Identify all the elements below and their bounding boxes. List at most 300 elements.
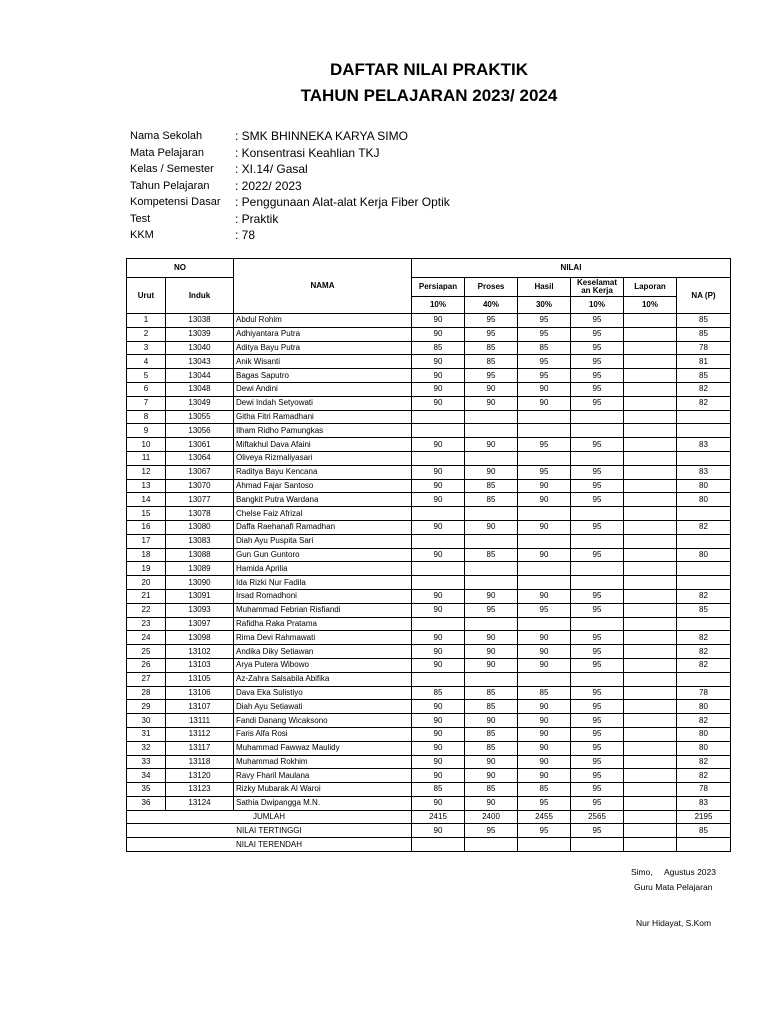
cell-hasil: 90 xyxy=(518,548,571,562)
cell-nama: Gun Gun Guntoro xyxy=(234,548,412,562)
info-row xyxy=(130,178,450,195)
cell-persiapan: 90 xyxy=(412,741,465,755)
header-keselamatan xyxy=(571,278,624,297)
cell-urut: 36 xyxy=(127,796,166,810)
cell-persiapan: 90 xyxy=(412,369,465,383)
table-row xyxy=(127,369,731,383)
cell-urut: 10 xyxy=(127,438,166,452)
summary-persiapan xyxy=(412,838,465,852)
cell-persiapan: 90 xyxy=(412,355,465,369)
cell-persiapan: 90 xyxy=(412,438,465,452)
cell-na: 80 xyxy=(677,493,731,507)
cell-na: 82 xyxy=(677,714,731,728)
header-urut: Urut xyxy=(127,278,166,314)
cell-hasil: 90 xyxy=(518,479,571,493)
cell-laporan xyxy=(624,755,677,769)
summary-label: NILAI TERENDAH xyxy=(127,838,412,852)
info-block xyxy=(130,128,450,244)
cell-na xyxy=(677,507,731,521)
cell-nama: Anik Wisanti xyxy=(234,355,412,369)
grades-table xyxy=(126,258,731,852)
cell-induk: 13078 xyxy=(166,507,234,521)
cell-persiapan xyxy=(412,576,465,590)
cell-na: 82 xyxy=(677,520,731,534)
cell-hasil xyxy=(518,424,571,438)
cell-na: 83 xyxy=(677,796,731,810)
cell-urut: 21 xyxy=(127,589,166,603)
cell-induk: 13067 xyxy=(166,465,234,479)
cell-proses: 85 xyxy=(465,727,518,741)
cell-laporan xyxy=(624,576,677,590)
cell-keselamatan: 95 xyxy=(571,465,624,479)
summary-na: 2195 xyxy=(677,810,731,824)
cell-laporan xyxy=(624,410,677,424)
table-row xyxy=(127,631,731,645)
cell-persiapan xyxy=(412,424,465,438)
cell-na xyxy=(677,672,731,686)
cell-persiapan: 90 xyxy=(412,314,465,328)
cell-keselamatan: 95 xyxy=(571,355,624,369)
cell-na: 85 xyxy=(677,327,731,341)
cell-hasil: 95 xyxy=(518,327,571,341)
cell-na: 85 xyxy=(677,369,731,383)
cell-nama: Daffa Raehanafi Ramadhan xyxy=(234,520,412,534)
cell-urut: 19 xyxy=(127,562,166,576)
summary-row xyxy=(127,824,731,838)
cell-nama: Ida Rizki Nur Fadila xyxy=(234,576,412,590)
cell-laporan xyxy=(624,438,677,452)
cell-nama: Fandi Danang Wicaksono xyxy=(234,714,412,728)
cell-laporan xyxy=(624,507,677,521)
cell-induk: 13105 xyxy=(166,672,234,686)
cell-induk: 13090 xyxy=(166,576,234,590)
cell-nama: Faris Alfa Rosi xyxy=(234,727,412,741)
cell-proses: 90 xyxy=(465,465,518,479)
cell-laporan xyxy=(624,451,677,465)
header-persiapan: Persiapan xyxy=(412,278,465,297)
cell-keselamatan: 95 xyxy=(571,520,624,534)
cell-hasil: 95 xyxy=(518,603,571,617)
cell-na: 83 xyxy=(677,438,731,452)
table-row xyxy=(127,355,731,369)
cell-keselamatan: 95 xyxy=(571,783,624,797)
info-value: : SMK BHINNEKA KARYA SIMO xyxy=(235,129,408,144)
cell-hasil: 95 xyxy=(518,314,571,328)
cell-urut: 18 xyxy=(127,548,166,562)
cell-induk: 13080 xyxy=(166,520,234,534)
cell-induk: 13089 xyxy=(166,562,234,576)
cell-na xyxy=(677,617,731,631)
cell-induk: 13039 xyxy=(166,327,234,341)
cell-proses: 90 xyxy=(465,714,518,728)
cell-na: 82 xyxy=(677,631,731,645)
table-row xyxy=(127,755,731,769)
table-row xyxy=(127,410,731,424)
cell-laporan xyxy=(624,562,677,576)
cell-na: 82 xyxy=(677,589,731,603)
cell-keselamatan: 95 xyxy=(571,769,624,783)
cell-persiapan: 85 xyxy=(412,686,465,700)
cell-keselamatan: 95 xyxy=(571,548,624,562)
summary-persiapan: 90 xyxy=(412,824,465,838)
cell-induk: 13107 xyxy=(166,700,234,714)
cell-nama: Sathia Dwipangga M.N. xyxy=(234,796,412,810)
cell-hasil xyxy=(518,451,571,465)
cell-nama: Bangkit Putra Wardana xyxy=(234,493,412,507)
info-row xyxy=(130,227,450,244)
table-row xyxy=(127,589,731,603)
cell-hasil xyxy=(518,576,571,590)
cell-proses: 90 xyxy=(465,382,518,396)
cell-keselamatan xyxy=(571,410,624,424)
summary-na: 85 xyxy=(677,824,731,838)
cell-hasil: 95 xyxy=(518,438,571,452)
table-row xyxy=(127,520,731,534)
cell-na xyxy=(677,534,731,548)
cell-keselamatan: 95 xyxy=(571,382,624,396)
cell-proses xyxy=(465,617,518,631)
cell-nama: Miftakhul Dava Afaini xyxy=(234,438,412,452)
cell-hasil: 90 xyxy=(518,769,571,783)
cell-induk: 13061 xyxy=(166,438,234,452)
cell-urut: 24 xyxy=(127,631,166,645)
cell-keselamatan: 95 xyxy=(571,341,624,355)
table-row xyxy=(127,534,731,548)
cell-laporan xyxy=(624,479,677,493)
cell-persiapan xyxy=(412,562,465,576)
cell-nama: Rizky Mubarak Al Waroi xyxy=(234,783,412,797)
cell-nama: Hamida Aprilia xyxy=(234,562,412,576)
cell-hasil: 85 xyxy=(518,686,571,700)
cell-persiapan: 90 xyxy=(412,700,465,714)
header-proses: Proses xyxy=(465,278,518,297)
table-row xyxy=(127,382,731,396)
cell-induk: 13106 xyxy=(166,686,234,700)
cell-persiapan: 90 xyxy=(412,727,465,741)
info-row xyxy=(130,128,450,145)
cell-urut: 13 xyxy=(127,479,166,493)
cell-proses xyxy=(465,507,518,521)
cell-na xyxy=(677,410,731,424)
cell-proses: 95 xyxy=(465,314,518,328)
cell-urut: 35 xyxy=(127,783,166,797)
cell-persiapan xyxy=(412,534,465,548)
cell-laporan xyxy=(624,382,677,396)
cell-hasil xyxy=(518,672,571,686)
table-row xyxy=(127,479,731,493)
cell-urut: 7 xyxy=(127,396,166,410)
cell-na: 82 xyxy=(677,382,731,396)
cell-urut: 17 xyxy=(127,534,166,548)
weight-keselamatan: 10% xyxy=(571,297,624,314)
cell-laporan xyxy=(624,327,677,341)
cell-urut: 30 xyxy=(127,714,166,728)
signature-date: Agustus 2023 xyxy=(664,867,716,877)
cell-nama: Ahmad Fajar Santoso xyxy=(234,479,412,493)
cell-induk: 13064 xyxy=(166,451,234,465)
cell-proses: 95 xyxy=(465,369,518,383)
cell-na: 78 xyxy=(677,783,731,797)
info-row xyxy=(130,161,450,178)
header-nilai: NILAI xyxy=(412,259,731,278)
cell-induk: 13103 xyxy=(166,658,234,672)
cell-na: 80 xyxy=(677,700,731,714)
summary-label: NILAI TERTINGGI xyxy=(127,824,412,838)
summary-hasil xyxy=(518,838,571,852)
cell-induk: 13093 xyxy=(166,603,234,617)
table-row xyxy=(127,438,731,452)
cell-nama: Ravy Fharil Maulana xyxy=(234,769,412,783)
summary-proses xyxy=(465,838,518,852)
cell-na: 82 xyxy=(677,645,731,659)
cell-urut: 16 xyxy=(127,520,166,534)
cell-induk: 13117 xyxy=(166,741,234,755)
cell-induk: 13102 xyxy=(166,645,234,659)
cell-proses: 85 xyxy=(465,741,518,755)
cell-persiapan: 90 xyxy=(412,479,465,493)
signature-name: Nur Hidayat, S.Kom xyxy=(636,918,712,928)
cell-hasil: 90 xyxy=(518,520,571,534)
cell-urut: 1 xyxy=(127,314,166,328)
cell-proses xyxy=(465,451,518,465)
cell-na: 80 xyxy=(677,548,731,562)
info-value: : Penggunaan Alat-alat Kerja Fiber Optik xyxy=(235,195,450,210)
cell-laporan xyxy=(624,672,677,686)
cell-urut: 20 xyxy=(127,576,166,590)
cell-laporan xyxy=(624,314,677,328)
info-label: Mata Pelajaran xyxy=(130,146,204,159)
cell-urut: 32 xyxy=(127,741,166,755)
cell-keselamatan: 95 xyxy=(571,438,624,452)
cell-nama: Chelse Faiz Afrizal xyxy=(234,507,412,521)
cell-urut: 23 xyxy=(127,617,166,631)
cell-na: 81 xyxy=(677,355,731,369)
cell-laporan xyxy=(624,534,677,548)
cell-nama: Rima Devi Rahmawati xyxy=(234,631,412,645)
cell-keselamatan: 95 xyxy=(571,755,624,769)
cell-nama: Rafidha Raka Pratama xyxy=(234,617,412,631)
cell-hasil: 90 xyxy=(518,645,571,659)
cell-urut: 3 xyxy=(127,341,166,355)
cell-nama: Az-Zahra Salsabila Abifika xyxy=(234,672,412,686)
summary-row xyxy=(127,810,731,824)
table-row xyxy=(127,783,731,797)
cell-urut: 27 xyxy=(127,672,166,686)
cell-nama: Diah Ayu Setiawati xyxy=(234,700,412,714)
cell-persiapan: 90 xyxy=(412,645,465,659)
cell-hasil: 95 xyxy=(518,355,571,369)
summary-na xyxy=(677,838,731,852)
cell-hasil: 90 xyxy=(518,493,571,507)
cell-urut: 26 xyxy=(127,658,166,672)
cell-proses: 85 xyxy=(465,479,518,493)
weight-proses: 40% xyxy=(465,297,518,314)
cell-laporan xyxy=(624,369,677,383)
cell-na: 82 xyxy=(677,396,731,410)
table-body xyxy=(127,314,731,852)
cell-laporan xyxy=(624,589,677,603)
table-row xyxy=(127,686,731,700)
cell-laporan xyxy=(624,631,677,645)
cell-laporan xyxy=(624,341,677,355)
cell-induk: 13048 xyxy=(166,382,234,396)
weight-persiapan: 10% xyxy=(412,297,465,314)
cell-nama: Githa Fitri Ramadhani xyxy=(234,410,412,424)
cell-proses: 90 xyxy=(465,396,518,410)
cell-na xyxy=(677,424,731,438)
cell-induk: 13044 xyxy=(166,369,234,383)
cell-laporan xyxy=(624,714,677,728)
cell-persiapan: 85 xyxy=(412,341,465,355)
cell-urut: 25 xyxy=(127,645,166,659)
header-keselamatan-line2: an Kerja xyxy=(581,286,613,295)
cell-laporan xyxy=(624,603,677,617)
cell-keselamatan xyxy=(571,617,624,631)
cell-laporan xyxy=(624,465,677,479)
cell-proses xyxy=(465,410,518,424)
cell-na: 85 xyxy=(677,603,731,617)
document-title: DAFTAR NILAI PRAKTIK xyxy=(330,60,528,79)
cell-induk: 13118 xyxy=(166,755,234,769)
cell-induk: 13070 xyxy=(166,479,234,493)
summary-keselamatan: 2565 xyxy=(571,810,624,824)
table-row xyxy=(127,714,731,728)
cell-nama: Oliveya Rizmaliyasari xyxy=(234,451,412,465)
cell-na: 78 xyxy=(677,341,731,355)
cell-keselamatan: 95 xyxy=(571,796,624,810)
cell-persiapan: 90 xyxy=(412,631,465,645)
cell-persiapan: 90 xyxy=(412,658,465,672)
header-nama: NAMA xyxy=(234,259,412,314)
table-row xyxy=(127,603,731,617)
cell-na: 83 xyxy=(677,465,731,479)
cell-keselamatan xyxy=(571,534,624,548)
cell-proses: 85 xyxy=(465,493,518,507)
info-value: : 78 xyxy=(235,228,256,243)
table-row xyxy=(127,493,731,507)
cell-persiapan: 90 xyxy=(412,396,465,410)
cell-nama: Raditya Bayu Kencana xyxy=(234,465,412,479)
cell-persiapan: 90 xyxy=(412,520,465,534)
cell-hasil: 90 xyxy=(518,396,571,410)
summary-hasil: 2455 xyxy=(518,810,571,824)
cell-persiapan xyxy=(412,507,465,521)
header-keselamatan-line1: Keselamat xyxy=(576,278,618,287)
cell-nama: Adhiyantara Putra xyxy=(234,327,412,341)
info-label: Nama Sekolah xyxy=(130,130,203,143)
table-row xyxy=(127,396,731,410)
cell-proses: 90 xyxy=(465,589,518,603)
cell-proses: 85 xyxy=(465,783,518,797)
cell-hasil xyxy=(518,534,571,548)
header-induk: Induk xyxy=(166,278,234,314)
cell-urut: 15 xyxy=(127,507,166,521)
cell-laporan xyxy=(624,424,677,438)
info-label: Tahun Pelajaran xyxy=(130,179,210,192)
cell-nama: Muhammad Fawwaz Maulidy xyxy=(234,741,412,755)
cell-induk: 13111 xyxy=(166,714,234,728)
cell-urut: 34 xyxy=(127,769,166,783)
cell-persiapan xyxy=(412,672,465,686)
info-value: : XI.14/ Gasal xyxy=(235,162,308,177)
cell-induk: 13056 xyxy=(166,424,234,438)
cell-urut: 12 xyxy=(127,465,166,479)
header-laporan: Laporan xyxy=(624,278,677,297)
table-row xyxy=(127,769,731,783)
cell-persiapan: 90 xyxy=(412,548,465,562)
cell-persiapan: 90 xyxy=(412,796,465,810)
cell-urut: 11 xyxy=(127,451,166,465)
cell-laporan xyxy=(624,700,677,714)
cell-hasil xyxy=(518,617,571,631)
cell-proses: 90 xyxy=(465,520,518,534)
cell-proses xyxy=(465,424,518,438)
cell-proses xyxy=(465,672,518,686)
cell-keselamatan: 95 xyxy=(571,369,624,383)
cell-laporan xyxy=(624,783,677,797)
summary-laporan xyxy=(624,810,677,824)
table-row xyxy=(127,327,731,341)
cell-na: 80 xyxy=(677,727,731,741)
signature-role: Guru Mata Pelajaran xyxy=(634,882,713,892)
summary-label: JUMLAH xyxy=(127,810,412,824)
info-row xyxy=(130,211,450,228)
cell-urut: 8 xyxy=(127,410,166,424)
cell-laporan xyxy=(624,520,677,534)
cell-hasil: 90 xyxy=(518,631,571,645)
table-row xyxy=(127,727,731,741)
cell-laporan xyxy=(624,796,677,810)
cell-proses: 85 xyxy=(465,341,518,355)
cell-urut: 28 xyxy=(127,686,166,700)
cell-nama: Irsad Romadhoni xyxy=(234,589,412,603)
info-value: : Konsentrasi Keahlian TKJ xyxy=(235,145,380,160)
cell-na: 85 xyxy=(677,314,731,328)
cell-induk: 13055 xyxy=(166,410,234,424)
cell-induk: 13098 xyxy=(166,631,234,645)
cell-laporan xyxy=(624,355,677,369)
cell-persiapan: 85 xyxy=(412,783,465,797)
cell-na: 80 xyxy=(677,479,731,493)
cell-induk: 13077 xyxy=(166,493,234,507)
cell-nama: Arya Putera Wibowo xyxy=(234,658,412,672)
cell-proses: 90 xyxy=(465,438,518,452)
cell-hasil xyxy=(518,507,571,521)
cell-laporan xyxy=(624,617,677,631)
cell-induk: 13040 xyxy=(166,341,234,355)
cell-laporan xyxy=(624,396,677,410)
cell-persiapan: 90 xyxy=(412,755,465,769)
cell-laporan xyxy=(624,741,677,755)
summary-hasil: 95 xyxy=(518,824,571,838)
cell-nama: Muhammad Rokhim xyxy=(234,755,412,769)
cell-induk: 13097 xyxy=(166,617,234,631)
cell-urut: 4 xyxy=(127,355,166,369)
cell-persiapan xyxy=(412,410,465,424)
cell-laporan xyxy=(624,727,677,741)
cell-induk: 13083 xyxy=(166,534,234,548)
cell-nama: Bagas Saputro xyxy=(234,369,412,383)
cell-hasil: 85 xyxy=(518,341,571,355)
cell-urut: 6 xyxy=(127,382,166,396)
cell-persiapan: 90 xyxy=(412,382,465,396)
cell-proses: 85 xyxy=(465,548,518,562)
cell-proses: 90 xyxy=(465,755,518,769)
cell-nama: Dewi Indah Setyowati xyxy=(234,396,412,410)
cell-hasil xyxy=(518,410,571,424)
cell-hasil: 85 xyxy=(518,783,571,797)
document-subtitle: TAHUN PELAJARAN 2023/ 2024 xyxy=(300,86,558,105)
